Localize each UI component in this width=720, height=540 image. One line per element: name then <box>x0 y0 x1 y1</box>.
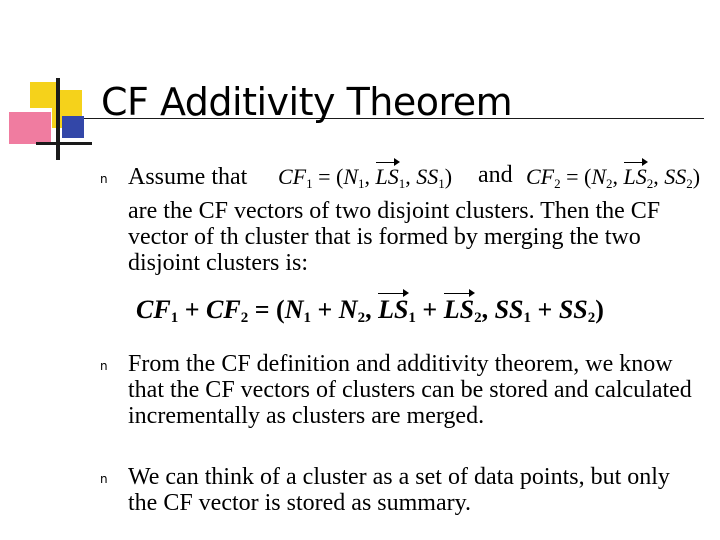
slide-title: CF Additivity Theorem <box>101 80 513 124</box>
formula-cf1: $CF_1 = (N_1$, $LS_1$, $SS_1$) <box>278 164 453 191</box>
bullet-marker <box>100 359 108 373</box>
bullet-1-rest: are the CF vectors of two disjoint clusters. Then the CF vector of th cluster that is formed by merging the two disjoint clusters is: <box>128 198 661 276</box>
bullet-1-lead: Assume that <box>128 164 248 190</box>
bullet-marker <box>100 472 108 486</box>
bullet-3-text: We can think of a cluster as a set of data points, but only the CF vector is stored as summary. <box>128 464 670 516</box>
formula-cf2: $CF_2 = (N_2$, $LS_2$, $SS_2$) <box>526 164 701 191</box>
slide-logo <box>0 0 110 170</box>
bullet-2-text: From the CF definition and additivity theorem, we know that the CF vectors of clusters can be stored and calculated incrementally as clusters are merged. <box>128 351 692 429</box>
bullet-marker <box>100 172 108 186</box>
bullet-1-joiner: and <box>478 162 513 188</box>
formula-sum: $CF_1 + CF_2 = (N_1 + N_2$, $LS_1 + LS_2$, $SS_1 + SS_2$) <box>136 295 604 326</box>
